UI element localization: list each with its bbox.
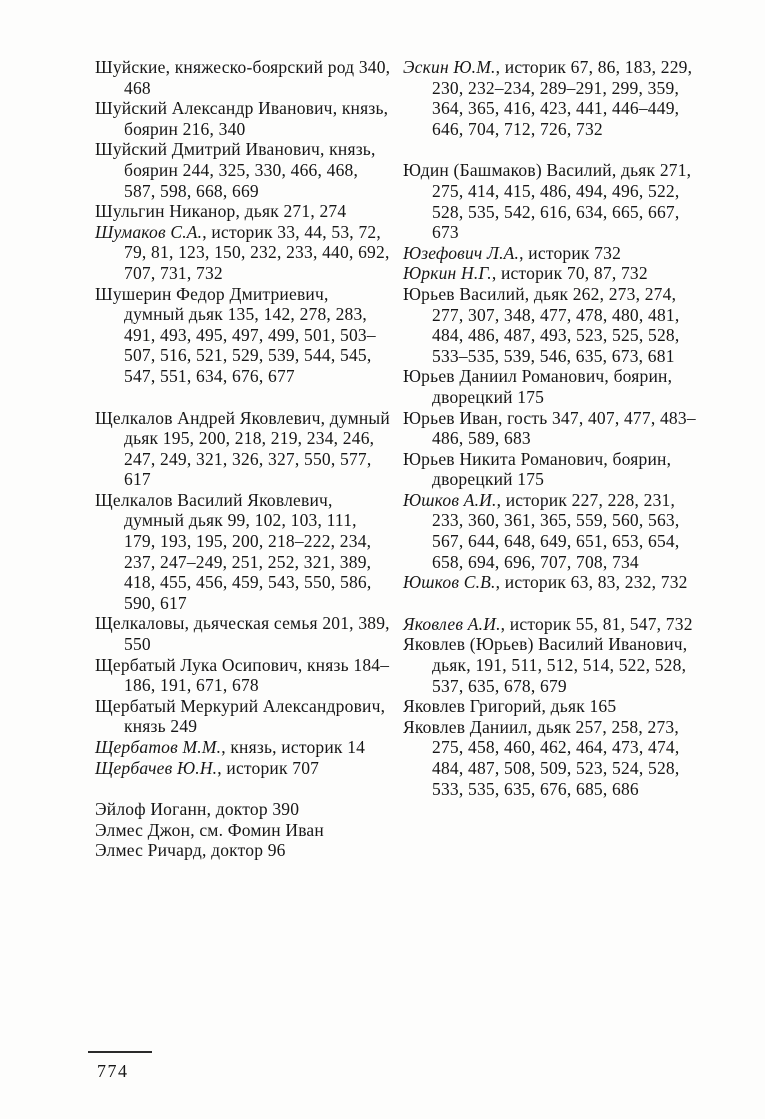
entry-references: , боярин, дворецкий 175 bbox=[432, 366, 673, 407]
entry-name: Щелкалов Василий Яковлевич bbox=[95, 489, 329, 510]
entry-name: Щербачев Ю.Н. bbox=[95, 757, 218, 778]
entry-name: Юзефович Л.А. bbox=[403, 242, 520, 263]
entry-references: , думный дьяк 99, 102, 103, 111, 179, 193, 195, 200, 218–222, 234, 237, 247–249, 251, 252, 321, 389, 418, 455, 456, 459, 543, 550, 586, 590, 617 bbox=[124, 489, 372, 613]
entry-name: Юдин (Башмаков) Василий bbox=[403, 160, 612, 181]
index-entry bbox=[403, 490, 709, 572]
entry-references: , историк 227, 228, 231, 233, 360, 361, 365, 559, 560, 563, 567, 644, 648, 649, 651, 653, 654, 658, 694, 696, 707, 708, 734 bbox=[432, 489, 680, 572]
index-entry bbox=[95, 98, 391, 139]
entry-name: Эйлоф Иоганн bbox=[95, 799, 207, 820]
index-entry bbox=[95, 222, 391, 284]
entry-references: , доктор 390 bbox=[206, 799, 300, 820]
index-entry bbox=[403, 243, 709, 264]
entry-references: , историк 732 bbox=[519, 242, 622, 263]
entry-references: , дьяческая семья 201, 389, 550 bbox=[124, 613, 390, 655]
index-entry bbox=[403, 366, 709, 407]
entry-name: Щербатый Меркурий Александрович bbox=[95, 695, 381, 716]
entry-references: , доктор 96 bbox=[201, 840, 286, 861]
entry-references: , историк 67, 86, 183, 229, 230, 232–234, 289–291, 299, 359, 364, 365, 416, 423, 441, 446–449, 646, 704, 712, 726, 732 bbox=[432, 57, 693, 139]
entry-references: , историк 63, 83, 232, 732 bbox=[495, 572, 688, 593]
entry-name: Щербатов М.М. bbox=[95, 737, 222, 757]
entry-name: Щелкалов Андрей Яковлевич bbox=[95, 407, 321, 428]
entry-references: , дьяк 262, 273, 274, 277, 307, 348, 477, 478, 480, 481, 484, 486, 487, 493, 523, 525, 528, 533–535, 539, 546, 635, 673, 681 bbox=[432, 283, 680, 366]
entry-references: , князь 184–186, 191, 671, 678 bbox=[124, 654, 390, 696]
index-entry bbox=[403, 634, 709, 696]
entry-name: Элмес Ричард bbox=[95, 840, 202, 861]
footer-rule bbox=[88, 1051, 152, 1053]
index-entry bbox=[95, 758, 391, 779]
entry-name: Шуйские bbox=[95, 57, 166, 77]
index-entry bbox=[403, 57, 709, 139]
entry-references: , дьяк 271, 275, 414, 415, 486, 494, 496, 522, 528, 535, 542, 616, 634, 665, 667, 673 bbox=[432, 160, 692, 243]
index-group bbox=[403, 614, 709, 799]
entry-name: Юрьев Василий bbox=[403, 283, 525, 304]
entry-name: Шуйский Дмитрий Иванович bbox=[95, 139, 321, 160]
index-entry bbox=[95, 696, 391, 737]
index-entry bbox=[403, 572, 709, 593]
entry-references: , историк 33, 44, 53, 72, 79, 81, 123, 150, 232, 233, 440, 692, 707, 731, 732 bbox=[124, 221, 390, 283]
index-entry bbox=[95, 408, 391, 490]
entry-name: Юрьев Никита Романович bbox=[403, 448, 604, 469]
index-entry bbox=[403, 614, 709, 635]
index-entry bbox=[403, 717, 709, 799]
entry-references: , думный дьяк 135, 142, 278, 283, 491, 493, 495, 497, 499, 501, 503–507, 516, 521, 529, 539, 544, 545, 547, 551, 634, 676, 677 bbox=[124, 283, 376, 386]
index-group bbox=[95, 57, 391, 387]
entry-name: Яковлев Даниил bbox=[403, 716, 528, 737]
entry-name: Элмес Джон bbox=[95, 819, 191, 840]
index-entry bbox=[95, 201, 391, 222]
index-entry bbox=[403, 263, 709, 284]
entry-name: Яковлев А.И. bbox=[403, 613, 501, 634]
index-group bbox=[95, 799, 391, 861]
entry-references: , князь 249 bbox=[124, 695, 386, 737]
index-entry bbox=[95, 820, 391, 841]
entry-references: , князь, боярин 216, 340 bbox=[124, 98, 389, 139]
entry-references: , боярин, дворецкий 175 bbox=[432, 448, 672, 490]
index-entry bbox=[95, 655, 391, 696]
entry-references: , думный дьяк 195, 200, 218, 219, 234, 246, 247, 249, 321, 326, 327, 550, 577, 617 bbox=[124, 407, 390, 490]
entry-name: Эскин Ю.М. bbox=[403, 57, 496, 77]
index-entry bbox=[403, 284, 709, 366]
index-entry bbox=[95, 799, 391, 820]
entry-references: , историк 707 bbox=[217, 757, 320, 778]
index-entry bbox=[95, 613, 391, 654]
entry-name: Щелкаловы bbox=[95, 613, 185, 634]
index-entry bbox=[95, 490, 391, 614]
index-group bbox=[403, 160, 709, 592]
entry-name: Шумаков С.А. bbox=[95, 221, 203, 242]
entry-name: Юшков С.В. bbox=[403, 572, 496, 593]
index-column-left bbox=[95, 57, 391, 861]
index-entry bbox=[95, 284, 391, 387]
index-entry bbox=[403, 696, 709, 717]
entry-references: , князь, боярин 244, 325, 330, 466, 468, 587, 598, 668, 669 bbox=[124, 139, 376, 201]
index-entry bbox=[403, 408, 709, 449]
index-column-right bbox=[403, 57, 709, 861]
entry-references: , гость 347, 407, 477, 483–486, 589, 683 bbox=[432, 407, 696, 449]
index-group bbox=[403, 57, 709, 139]
entry-name: Шушерин Федор Дмитриевич bbox=[95, 283, 324, 304]
index-entry bbox=[95, 139, 391, 201]
index-group bbox=[95, 408, 391, 779]
entry-references: , дьяк 271, 274 bbox=[235, 201, 347, 222]
entry-references: , дьяк 257, 258, 273, 275, 458, 460, 462, 464, 473, 474, 484, 487, 508, 509, 523, 524, 528, 533, 535, 635, 676, 685, 686 bbox=[432, 716, 680, 799]
entry-name: Юркин Н.Г. bbox=[403, 263, 492, 284]
entry-name: Яковлев Григорий bbox=[403, 696, 542, 717]
entry-references: , историк 70, 87, 732 bbox=[491, 263, 648, 284]
entry-references: , дьяк, 191, 511, 512, 514, 522, 528, 537, 635, 678, 679 bbox=[432, 634, 688, 696]
index-entry bbox=[95, 737, 391, 758]
entry-name: Шуйский Александр Иванович bbox=[95, 98, 333, 119]
page-number: 774 bbox=[97, 1061, 129, 1081]
entry-name: Щербатый Лука Осипович bbox=[95, 654, 298, 675]
entry-name: Юрьев Иван bbox=[403, 407, 498, 428]
index-entry bbox=[95, 840, 391, 861]
entry-references: , князь, историк 14 bbox=[221, 737, 366, 757]
index-entry bbox=[403, 449, 709, 490]
entry-references: , см. Фомин Иван bbox=[190, 819, 324, 840]
entry-name: Шульгин Никанор bbox=[95, 201, 236, 222]
entry-references: , дьяк 165 bbox=[541, 696, 617, 717]
entry-references: , историк 55, 81, 547, 732 bbox=[500, 613, 693, 634]
entry-references: , княжеско-боярский род 340, 468 bbox=[124, 57, 391, 98]
entry-name: Юрьев Даниил Романович bbox=[403, 366, 605, 387]
index-entry bbox=[95, 57, 391, 98]
entry-name: Яковлев (Юрьев) Василий Иванович bbox=[403, 634, 683, 655]
index-columns bbox=[95, 57, 709, 861]
entry-name: Юшков А.И. bbox=[403, 489, 497, 510]
index-entry bbox=[403, 160, 709, 242]
